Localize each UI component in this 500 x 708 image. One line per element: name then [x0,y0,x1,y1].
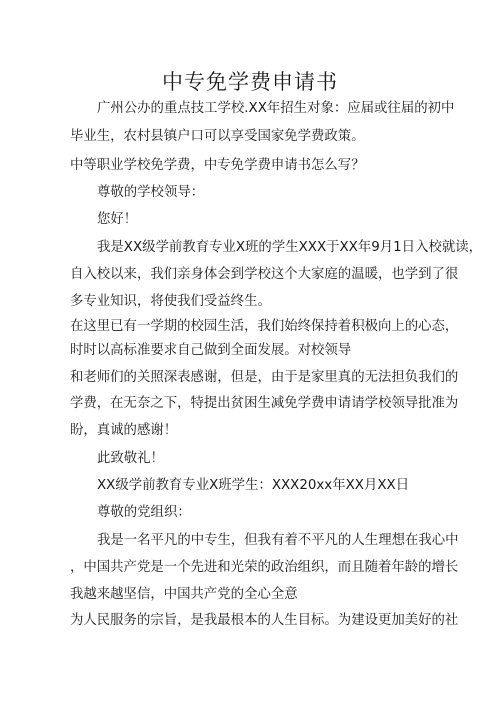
paragraph-line: 和老师们的关照深表感谢，但是，由于是家里真的无法担负我们的 [70,370,459,385]
salutation: 尊敬的学校领导： [97,185,205,200]
paragraph-line: 盼，真诚的感谢！ [70,423,178,438]
paragraph-line: ，中国共产党是一个先进和光荣的政治组织，而且随着年龄的增长 [70,560,459,575]
closing-line: 此致敬礼！ [97,451,164,466]
paragraph-line: 我是一名平凡的中专生，但我有着不平凡的人生理想在我心中 [97,533,459,548]
salutation: 尊敬的党组织： [97,505,191,520]
paragraph-line: 毕业生，农村县镇户口可以享受国家免学费政策。 [70,129,365,144]
document-title: 中专免学费申请书 [162,70,338,94]
paragraph-line: 广州公办的重点技工学校.XX年招生对象：应届或往届的初中 [97,101,455,116]
paragraph-line: 在这里已有一学期的校园生活，我们始终保持着积极向上的心态， [70,319,459,334]
paragraph-line: 为人民服务的宗旨，是我最根本的人生目标。为建设更加美好的社 [70,613,459,628]
paragraph-line: 我越来越坚信，中国共产党的全心全意 [70,587,298,602]
paragraph-line: 时时以高标准要求自己做到全面发展。对校领导 [70,343,352,358]
greeting: 您好！ [97,212,138,227]
paragraph-line: 多专业知识，将使我们受益终生。 [70,294,271,309]
paragraph-line: 中等职业学校免学费，中专免学费申请书怎么写？ [70,158,365,173]
signature-line: XX级学前教育专业X班学生：XXX20xx年XX月XX日 [97,478,410,493]
paragraph-line: 我是XX级学前教育专业X班的学生XXX于XX年9月1日入校就读， [97,240,483,255]
paragraph-line: 自入校以来，我们亲身体会到学校这个大家庭的温暖，也学到了很 [70,267,459,282]
paragraph-line: 学费，在无奈之下，特提出贫困生减免学费申请请学校领导批准为 [70,396,459,411]
